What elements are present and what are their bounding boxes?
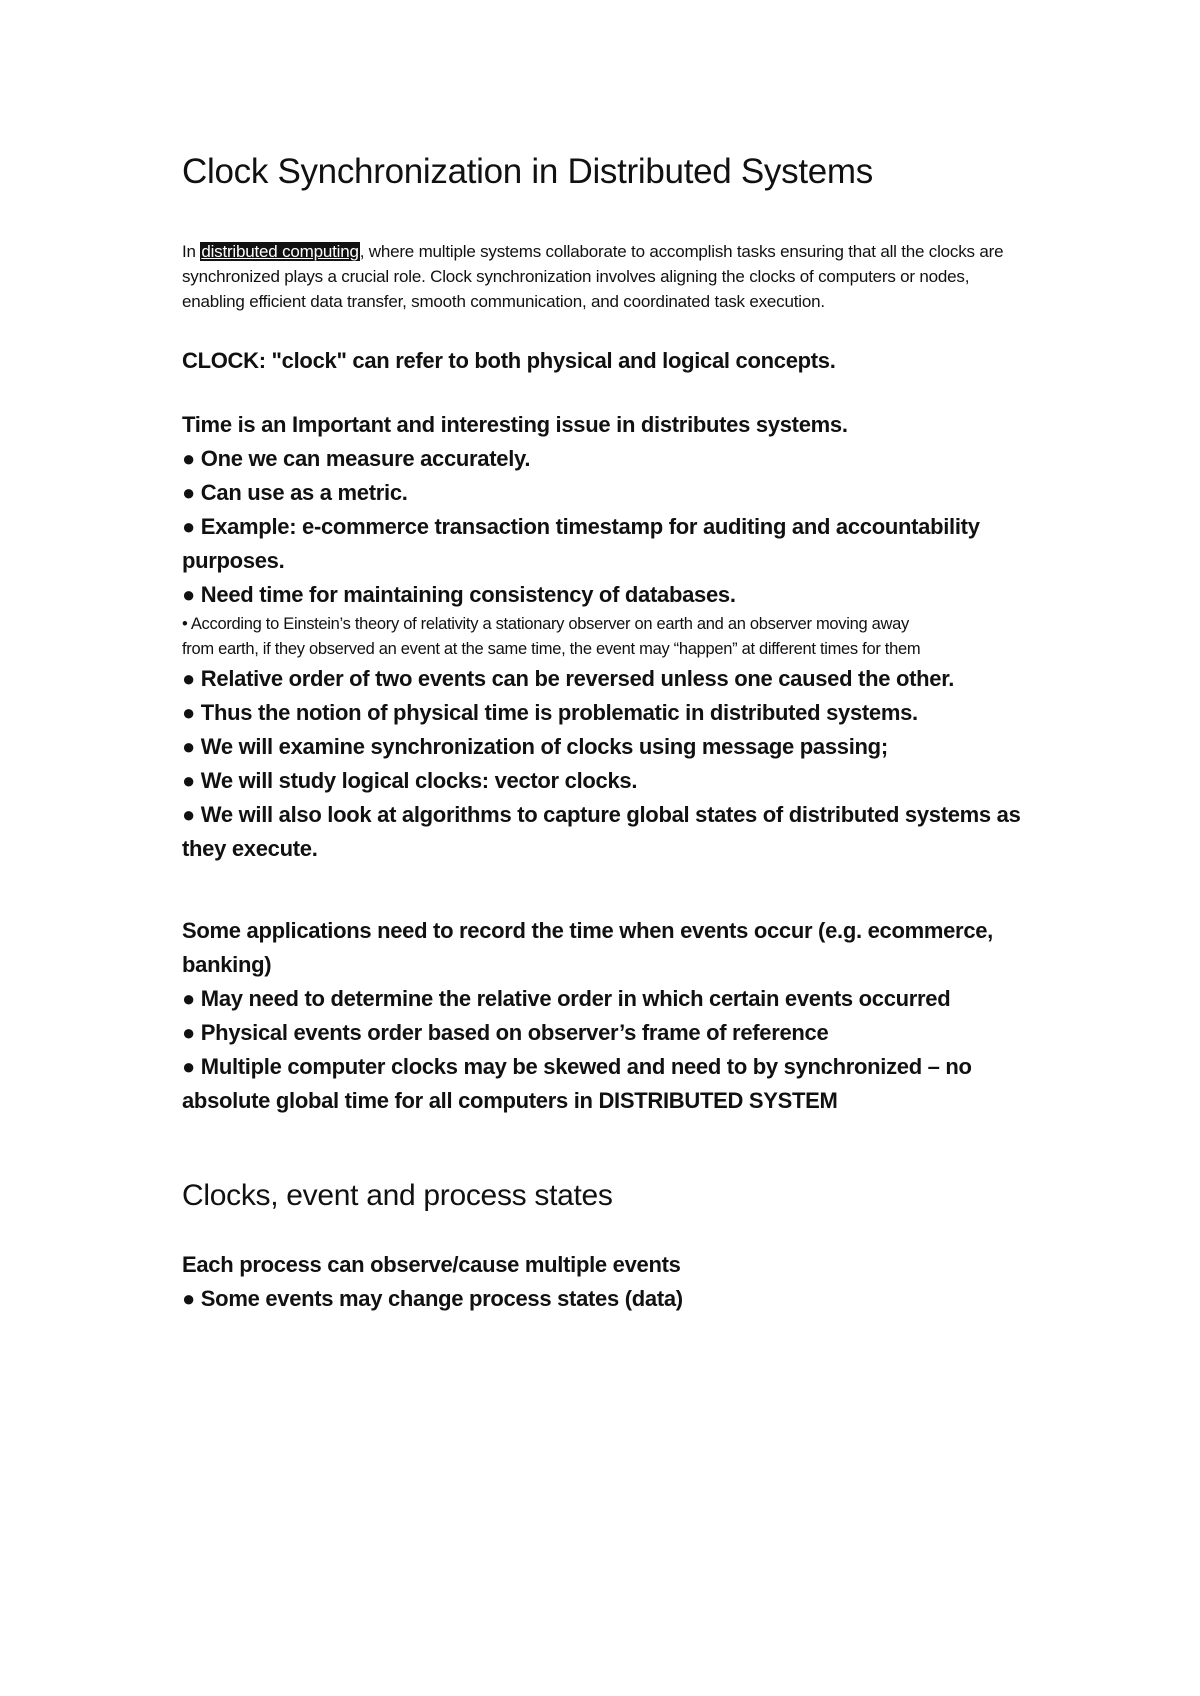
bullet-item: ● Thus the notion of physical time is problematic in distributed systems. [182, 700, 918, 725]
document-content [182, 150, 1032, 1316]
bullet-item: ● Some events may change process states (data) [182, 1286, 683, 1311]
einstein-note-line: • According to Einstein’s theory of relativity a stationary observer on earth and an observer moving away [182, 615, 909, 633]
section-heading: Each process can observe/cause multiple events [182, 1252, 681, 1277]
highlighted-link[interactable]: distributed computing [201, 242, 359, 261]
clock-definition: CLOCK: "clock" can refer to both physical and logical concepts. [182, 348, 836, 373]
bullet-item: ● Multiple computer clocks may be skewed and need to by synchronized – no absolute global time for all computers in DISTRIBUTED SYSTEM [182, 1054, 972, 1113]
intro-text: , where multiple systems collaborate to accomplish tasks ensuring that all the clocks are synchronized plays a crucial role. Clock synchronization involves aligning the clocks of computers or nodes, enabling efficient data transfer, smooth communication, and coordinated task execution. [182, 242, 1004, 311]
section-title: Clocks, event and process states [182, 1179, 613, 1212]
bullet-item: ● May need to determine the relative order in which certain events occurred [182, 986, 951, 1011]
bullet-item: ● We will also look at algorithms to capture global states of distributed systems as they execute. [182, 802, 1021, 861]
bullet-item: ● Example: e-commerce transaction timestamp for auditing and accountability purposes. [182, 514, 980, 573]
intro-paragraph [182, 239, 1032, 314]
time-heading: Time is an Important and interesting issue in distributes systems. [182, 412, 848, 437]
bullet-item: ● Physical events order based on observer’s frame of reference [182, 1020, 829, 1045]
intro-prefix: In [182, 242, 201, 261]
bullet-item: ● One we can measure accurately. [182, 446, 531, 471]
bullet-item: ● Can use as a metric. [182, 480, 408, 505]
bullet-item: ● Relative order of two events can be reversed unless one caused the other. [182, 666, 955, 691]
page-title: Clock Synchronization in Distributed Systems [182, 152, 873, 191]
bullet-item: ● We will study logical clocks: vector clocks. [182, 768, 638, 793]
applications-heading: Some applications need to record the time when events occur (e.g. ecommerce, banking) [182, 918, 993, 977]
bullet-item: ● Need time for maintaining consistency of databases. [182, 582, 736, 607]
einstein-note-line: from earth, if they observed an event at the same time, the event may “happen” at different times for them [182, 640, 921, 658]
bullet-item: ● We will examine synchronization of clocks using message passing; [182, 734, 888, 759]
